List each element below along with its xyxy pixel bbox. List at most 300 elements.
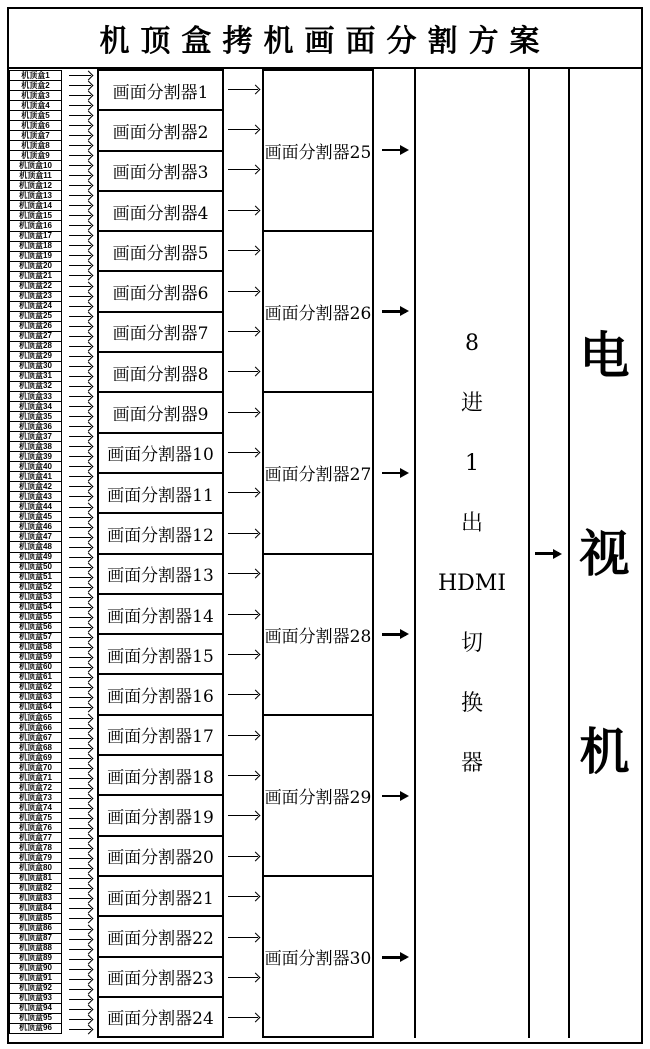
stb-label: 机顶盒59: [19, 652, 52, 662]
right-arrow-icon: [228, 533, 258, 534]
arrow-cell: [62, 110, 97, 120]
right-arrow-icon: [228, 896, 258, 897]
stb-label: 机顶盒11: [19, 170, 52, 180]
right-arrow-icon: [69, 969, 91, 970]
splitter-label: 画面分割器8: [112, 364, 209, 385]
arrow-cell: [62, 130, 97, 140]
tv-label-char: 电: [579, 325, 630, 385]
arrow-cell: [62, 864, 97, 874]
hdmi-switcher-label-char: 8: [465, 330, 479, 356]
stb-label: 机顶盒32: [19, 381, 52, 391]
tv-box: [568, 69, 639, 1038]
right-arrow-icon: [69, 527, 91, 528]
splitter-label: 画面分割器1: [112, 82, 209, 103]
stb-label: 机顶盒33: [19, 391, 52, 401]
right-arrow-icon: [69, 366, 91, 367]
arrow-cell: [62, 673, 97, 683]
right-arrow-icon: [69, 738, 91, 739]
stb-label: 机顶盒64: [19, 702, 52, 712]
splitter-label: 画面分割器5: [112, 243, 209, 264]
right-arrow-icon: [69, 537, 91, 538]
title-box: [7, 7, 643, 69]
arrow-cell: [374, 69, 414, 231]
stb-label: 机顶盒20: [19, 261, 52, 271]
arrow-cell: [224, 109, 262, 149]
arrow-cell: [62, 844, 97, 854]
stb-label: 机顶盒12: [19, 180, 52, 190]
stb-label: 机顶盒89: [19, 953, 52, 963]
hdmi-switcher-label-char: 器: [460, 750, 483, 776]
arrow-cell: [224, 998, 262, 1038]
arrow-cell: [62, 181, 97, 191]
stb-label: 机顶盒13: [19, 190, 52, 200]
arrow-cell: [62, 442, 97, 452]
right-arrow-icon: [69, 255, 91, 256]
splitter-label: 画面分割器19: [107, 807, 214, 828]
arrow-cell: [62, 994, 97, 1004]
stb-label: 机顶盒7: [21, 130, 50, 140]
splitter-label: 画面分割器9: [112, 405, 209, 426]
right-arrow-icon: [228, 169, 258, 170]
arrow-cell: [62, 954, 97, 964]
splitter-box: [97, 633, 224, 675]
right-arrow-icon: [69, 778, 91, 779]
splitter-box: [97, 472, 224, 514]
right-arrow-icon: [69, 547, 91, 548]
stb-label: 机顶盒10: [19, 160, 52, 170]
arrow-cell: [62, 392, 97, 402]
right-arrow-icon: [69, 1009, 91, 1010]
hdmi-switcher-label-char: 出: [460, 510, 483, 536]
stb-label: 机顶盒84: [19, 903, 52, 913]
stb-label: 机顶盒48: [19, 541, 52, 551]
stb-label: 机顶盒9: [21, 150, 50, 160]
stb-label: 机顶盒80: [19, 862, 52, 872]
right-arrow-icon: [69, 85, 91, 86]
right-arrow-icon: [69, 697, 91, 698]
right-arrow-icon: [382, 472, 406, 475]
stb-label: 机顶盒65: [19, 712, 52, 722]
stb-label: 机顶盒17: [19, 231, 52, 241]
stb-label: 机顶盒58: [19, 642, 52, 652]
arrow-cell: [62, 100, 97, 110]
right-arrow-icon: [69, 607, 91, 608]
arrow-cell: [62, 542, 97, 552]
arrow-cell: [62, 90, 97, 100]
arrow-cell: [62, 211, 97, 221]
right-arrow-icon: [69, 476, 91, 477]
stb-label: 机顶盒83: [19, 893, 52, 903]
stb-label: 机顶盒14: [19, 200, 52, 210]
right-arrow-icon: [69, 145, 91, 146]
right-arrow-icon: [69, 496, 91, 497]
arrow-cell: [224, 231, 262, 271]
right-arrow-icon: [69, 999, 91, 1000]
arrow-cell: [62, 201, 97, 211]
stb-label: 机顶盒88: [19, 943, 52, 953]
right-arrow-icon: [69, 989, 91, 990]
arrow-cell: [62, 773, 97, 783]
arrow-cell: [62, 763, 97, 773]
hdmi-switcher-label-char: 切: [460, 630, 483, 656]
arrow-cell: [62, 281, 97, 291]
arrow-cell: [62, 321, 97, 331]
stb-label: 机顶盒41: [19, 471, 52, 481]
stb-label: 机顶盒49: [19, 552, 52, 562]
right-arrow-icon: [69, 1029, 91, 1030]
tv-label-char: 机: [579, 721, 630, 781]
right-arrow-icon: [69, 828, 91, 829]
arrow-cell: [62, 160, 97, 170]
arrow-cell: [62, 874, 97, 884]
splitter-box: [97, 714, 224, 756]
splitter-box: [97, 190, 224, 232]
stb-label: 机顶盒21: [19, 271, 52, 281]
right-arrow-icon: [69, 316, 91, 317]
stb-label: 机顶盒37: [19, 431, 52, 441]
arrow-cell: [62, 1004, 97, 1014]
splitter-label: 画面分割器15: [107, 646, 214, 667]
arrow-cell: [62, 683, 97, 693]
stb-label: 机顶盒28: [19, 341, 52, 351]
stb-label: 机顶盒56: [19, 622, 52, 632]
right-arrow-icon: [69, 577, 91, 578]
right-arrow-icon: [69, 687, 91, 688]
stb-label: 机顶盒54: [19, 602, 52, 612]
right-arrow-icon: [69, 918, 91, 919]
big-splitter-label: 画面分割器26: [264, 304, 372, 325]
tv-label-char: 视: [579, 523, 630, 583]
arrow-cell: [62, 412, 97, 422]
right-arrow-icon: [69, 718, 91, 719]
right-arrow-icon: [69, 868, 91, 869]
arrow-cell: [224, 796, 262, 836]
arrow-cell: [62, 693, 97, 703]
stb-label: 机顶盒51: [19, 572, 52, 582]
stb-label: 机顶盒35: [19, 411, 52, 421]
right-arrow-icon: [69, 306, 91, 307]
right-arrow-icon: [69, 808, 91, 809]
stb-label: 机顶盒4: [21, 100, 50, 110]
arrow-cell: [62, 532, 97, 542]
arrow-cell: [62, 984, 97, 994]
right-arrow-icon: [69, 235, 91, 236]
stb-label: 机顶盒93: [19, 993, 52, 1003]
right-arrow-icon: [69, 175, 91, 176]
splitter-box: [97, 391, 224, 433]
right-arrow-icon: [69, 748, 91, 749]
splitter-box: [97, 512, 224, 554]
stb-column: [9, 70, 62, 1034]
splitter-box: [97, 351, 224, 393]
right-arrow-icon: [69, 929, 91, 930]
arrow-cell: [62, 331, 97, 341]
arrow-cell: [62, 783, 97, 793]
arrow-cell: [224, 432, 262, 472]
right-arrow-icon: [228, 210, 258, 211]
right-arrow-icon: [228, 291, 258, 292]
big-splitter-box: [262, 391, 374, 554]
arrow-cell: [62, 311, 97, 321]
arrow-cell: [62, 854, 97, 864]
right-arrow-icon: [69, 657, 91, 658]
right-arrow-icon: [69, 788, 91, 789]
arrow-cell: [62, 170, 97, 180]
arrow-cell: [62, 753, 97, 763]
stb-label: 机顶盒95: [19, 1013, 52, 1023]
right-arrow-icon: [69, 135, 91, 136]
arrow-cell: [62, 462, 97, 472]
arrow-cell: [62, 803, 97, 813]
stb-label: 机顶盒77: [19, 832, 52, 842]
stb-label: 机顶盒87: [19, 933, 52, 943]
arrow-cell: [62, 623, 97, 633]
arrow-cell: [62, 291, 97, 301]
right-arrow-icon: [69, 798, 91, 799]
big-splitter-box: [262, 553, 374, 716]
right-arrow-icon: [69, 215, 91, 216]
stb-label: 机顶盒67: [19, 732, 52, 742]
right-arrow-icon: [69, 768, 91, 769]
splitter-label: 画面分割器6: [112, 284, 209, 305]
arrow-cell: [62, 381, 97, 391]
arrow-cell: [224, 271, 262, 311]
right-arrow-icon: [69, 75, 91, 76]
stb-label: 机顶盒75: [19, 812, 52, 822]
arrow-cell: [224, 513, 262, 553]
stb-label: 机顶盒50: [19, 562, 52, 572]
hdmi-switcher-label-char: 进: [460, 390, 483, 416]
right-arrow-icon: [69, 346, 91, 347]
right-arrow-icon: [69, 939, 91, 940]
arrow-cell: [62, 482, 97, 492]
arrow-cell: [62, 502, 97, 512]
right-arrow-icon: [69, 396, 91, 397]
stb-label: 机顶盒44: [19, 501, 52, 511]
stb-label: 机顶盒90: [19, 963, 52, 973]
right-arrow-icon: [228, 735, 258, 736]
right-arrow-icon: [228, 573, 258, 574]
arrow-cell: [62, 633, 97, 643]
right-arrow-icon: [228, 977, 258, 978]
stb-label: 机顶盒8: [21, 140, 50, 150]
big-splitter-box: [262, 69, 374, 232]
splitter-label: 画面分割器3: [112, 163, 209, 184]
splitter-box: [97, 150, 224, 192]
stb-label: 机顶盒96: [19, 1023, 52, 1033]
stb-label: 机顶盒52: [19, 582, 52, 592]
splitter-box: [97, 69, 224, 111]
big-splitter-box: [262, 875, 374, 1038]
right-arrow-icon: [69, 115, 91, 116]
right-arrow-icon: [69, 567, 91, 568]
right-arrow-icon: [69, 587, 91, 588]
right-arrow-icon: [69, 406, 91, 407]
arrow-cell: [62, 663, 97, 673]
stb-label: 机顶盒42: [19, 481, 52, 491]
splitter-box: [97, 835, 224, 877]
arrow-cell: [62, 80, 97, 90]
right-arrow-icon: [69, 949, 91, 950]
stb-label: 机顶盒53: [19, 592, 52, 602]
right-arrow-icon: [69, 707, 91, 708]
splitter-label: 画面分割器7: [112, 324, 209, 345]
splitter-box: [97, 956, 224, 998]
stb-label: 机顶盒40: [19, 461, 52, 471]
arrow-cell: [224, 634, 262, 674]
page-title: 机顶盒拷机画面分割方案: [99, 25, 551, 58]
stb-label: 机顶盒62: [19, 682, 52, 692]
arrow-cell: [62, 120, 97, 130]
arrow-cell: [374, 715, 414, 877]
right-arrow-icon: [69, 758, 91, 759]
arrow-cell: [62, 402, 97, 412]
stb-label: 机顶盒72: [19, 782, 52, 792]
arrow-cell: [224, 877, 262, 917]
stb-label: 机顶盒6: [21, 120, 50, 130]
splitter-box: [97, 432, 224, 474]
right-arrow-icon: [228, 815, 258, 816]
splitter-box: [97, 875, 224, 917]
right-arrow-icon: [228, 371, 258, 372]
right-arrow-icon: [69, 416, 91, 417]
stb-label: 机顶盒71: [19, 772, 52, 782]
arrow-cell: [62, 793, 97, 803]
splitter-box: [97, 673, 224, 715]
right-arrow-icon: [69, 517, 91, 518]
arrow-cell: [224, 554, 262, 594]
arrow-cell: [62, 703, 97, 713]
arrow-cell: [62, 422, 97, 432]
arrow-cell: [62, 713, 97, 723]
right-arrow-icon: [69, 888, 91, 889]
stb-box: [9, 1023, 62, 1034]
right-arrow-icon: [69, 446, 91, 447]
right-arrow-icon: [228, 129, 258, 130]
splitter-label: 画面分割器11: [107, 485, 214, 506]
big-splitter-arrow-column: [374, 69, 414, 1038]
arrow-cell: [224, 715, 262, 755]
stb-label: 机顶盒70: [19, 762, 52, 772]
arrow-cell: [62, 743, 97, 753]
right-arrow-icon: [69, 426, 91, 427]
arrow-cell: [62, 472, 97, 482]
splitter-box: [97, 270, 224, 312]
right-arrow-icon: [69, 677, 91, 678]
splitter-box: [97, 996, 224, 1038]
stb-label: 机顶盒81: [19, 873, 52, 883]
stb-label: 机顶盒79: [19, 852, 52, 862]
stb-label: 机顶盒76: [19, 822, 52, 832]
arrow-cell: [62, 824, 97, 834]
right-arrow-icon: [69, 507, 91, 508]
arrow-cell: [62, 371, 97, 381]
splitter-label: 画面分割器13: [107, 566, 214, 587]
splitter-label: 画面分割器24: [107, 1009, 214, 1030]
arrow-cell: [62, 150, 97, 160]
arrow-cell: [62, 552, 97, 562]
big-splitter-box: [262, 714, 374, 877]
stb-label: 机顶盒1: [21, 70, 50, 80]
arrow-cell: [62, 653, 97, 663]
arrow-cell: [374, 877, 414, 1039]
right-arrow-icon: [69, 486, 91, 487]
right-arrow-icon: [69, 165, 91, 166]
arrow-cell: [62, 452, 97, 462]
arrow-cell: [62, 301, 97, 311]
stb-label: 机顶盒68: [19, 742, 52, 752]
splitter-label: 画面分割器10: [107, 445, 214, 466]
arrow-cell: [62, 351, 97, 361]
arrow-cell: [62, 432, 97, 442]
stb-label: 机顶盒86: [19, 923, 52, 933]
right-arrow-icon: [69, 908, 91, 909]
arrow-cell: [224, 755, 262, 795]
arrow-cell: [62, 934, 97, 944]
splitter-box: [97, 754, 224, 796]
stb-label: 机顶盒39: [19, 451, 52, 461]
arrow-cell: [62, 914, 97, 924]
right-arrow-icon: [69, 627, 91, 628]
right-arrow-icon: [69, 979, 91, 980]
right-arrow-icon: [382, 633, 406, 636]
hdmi-switcher-label-char: 换: [460, 690, 483, 716]
arrow-cell: [62, 140, 97, 150]
stb-label: 机顶盒74: [19, 802, 52, 812]
stb-label: 机顶盒36: [19, 421, 52, 431]
stb-label: 机顶盒94: [19, 1003, 52, 1013]
right-arrow-icon: [382, 956, 406, 959]
stb-label: 机顶盒45: [19, 511, 52, 521]
arrow-cell: [62, 904, 97, 914]
splitter-label: 画面分割器21: [107, 888, 214, 909]
arrow-cell: [62, 261, 97, 271]
right-arrow-icon: [69, 376, 91, 377]
right-arrow-icon: [228, 856, 258, 857]
right-arrow-icon: [69, 878, 91, 879]
right-arrow-icon: [228, 89, 258, 90]
stb-label: 机顶盒29: [19, 351, 52, 361]
right-arrow-icon: [69, 848, 91, 849]
right-arrow-icon: [69, 356, 91, 357]
arrow-cell: [374, 554, 414, 716]
arrow-cell: [224, 311, 262, 351]
stb-label: 机顶盒92: [19, 983, 52, 993]
right-arrow-icon: [69, 185, 91, 186]
splitter-box: [97, 553, 224, 595]
stb-label: 机顶盒18: [19, 241, 52, 251]
big-splitter-label: 画面分割器30: [264, 948, 372, 969]
stb-label: 机顶盒25: [19, 311, 52, 321]
right-arrow-icon: [69, 667, 91, 668]
arrow-cell: [374, 231, 414, 393]
arrow-cell: [224, 392, 262, 432]
arrow-cell: [62, 241, 97, 251]
right-arrow-icon: [228, 452, 258, 453]
stb-label: 机顶盒16: [19, 220, 52, 230]
stb-label: 机顶盒78: [19, 842, 52, 852]
stb-label: 机顶盒66: [19, 722, 52, 732]
hdmi-switcher-box: [414, 69, 530, 1038]
splitter-label: 画面分割器12: [107, 525, 214, 546]
right-arrow-icon: [382, 795, 406, 798]
right-arrow-icon: [228, 331, 258, 332]
right-arrow-icon: [228, 775, 258, 776]
right-arrow-icon: [69, 245, 91, 246]
right-arrow-icon: [69, 205, 91, 206]
splitter-box: [97, 915, 224, 957]
arrow-cell: [62, 70, 97, 80]
